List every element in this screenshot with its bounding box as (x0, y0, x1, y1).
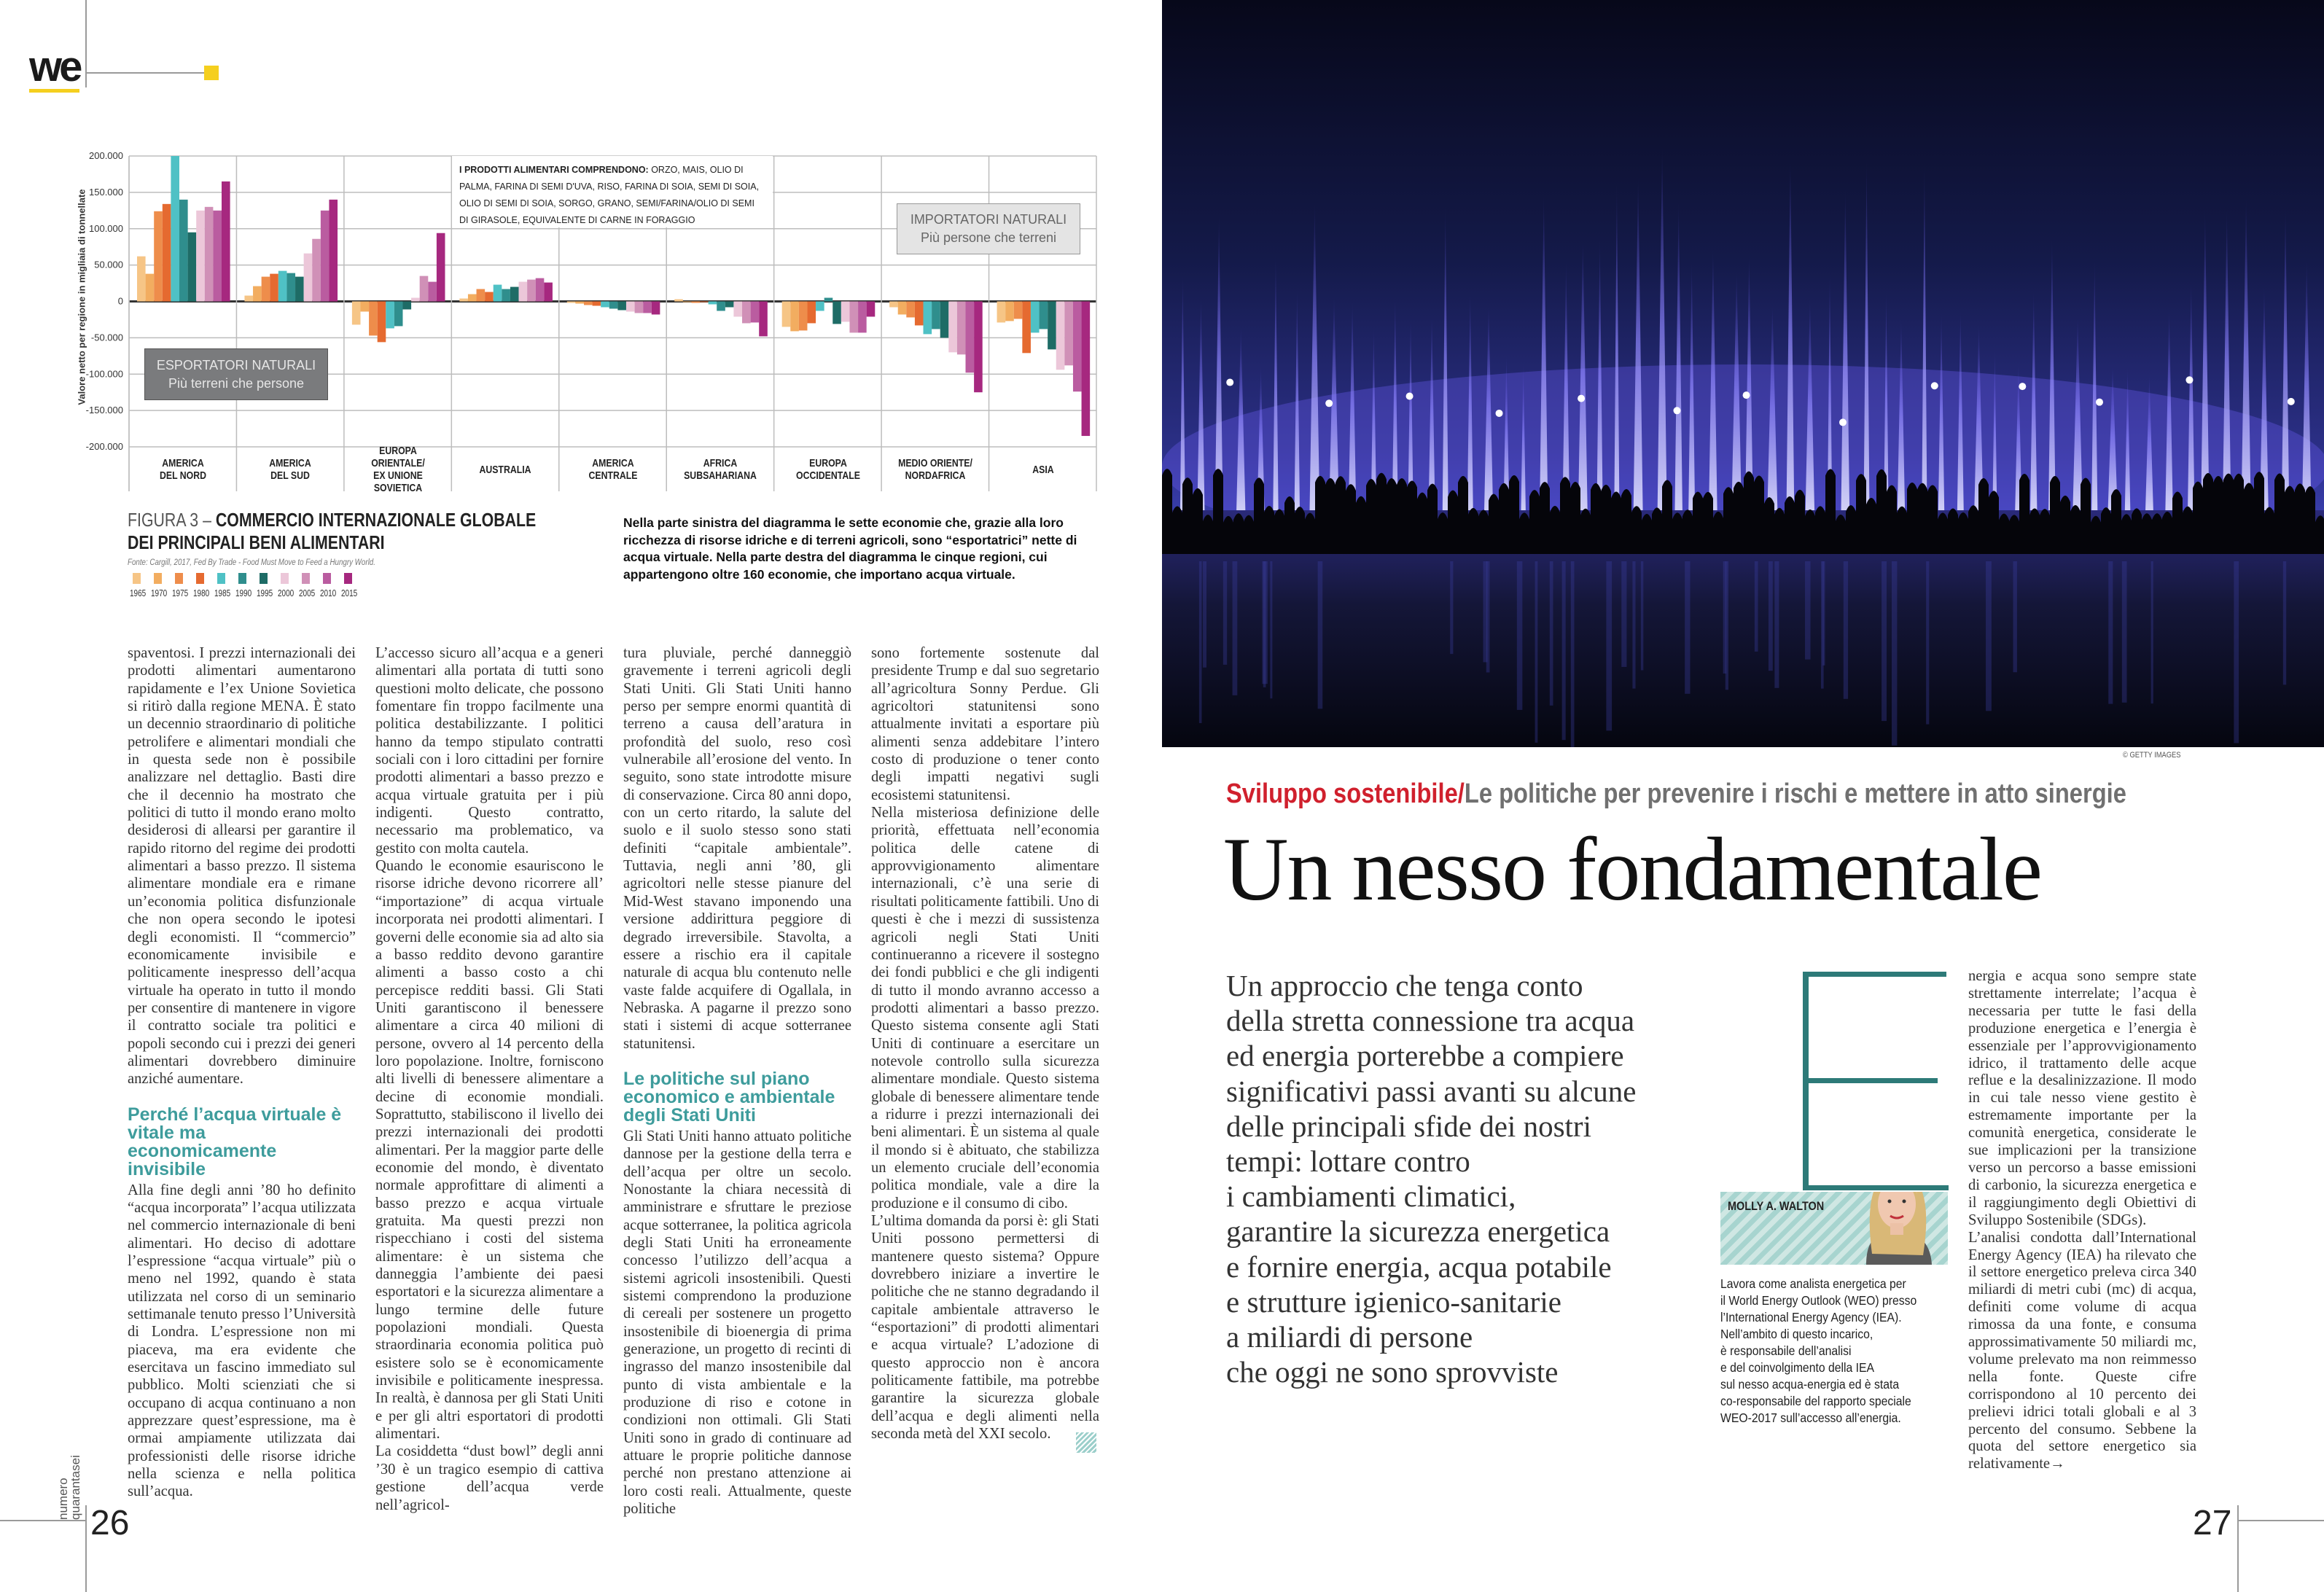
bar-2000 (519, 282, 528, 302)
bar-1990 (286, 273, 295, 302)
bar-2000 (948, 302, 957, 353)
bar-2000 (733, 302, 742, 317)
bar-1970 (790, 302, 799, 332)
body-paragraph: L’ultima domanda da porsi è: gli Stati Uniti possono permettersi di mantenere questo sistema? Oppure dovrebbero iniziare a invertire le politiche che ne stanno degradando il capitale ambientale attraverso le “esportazioni” di prodotti alimentari e acqua virtuale? L’adozione di questo approccio non è ancora politicamente fattibile, ma potrebbe garantire la sicurezza globale dell’acqua e degli alimenti nella seconda metà del XXI secolo. (871, 1213, 1099, 1443)
light-point (2019, 383, 2026, 390)
issue-label (57, 1447, 83, 1520)
body-paragraph: tura pluviale, perché danneggiò gravemente i terreni agricoli degli Stati Uniti. Gli Stati Uniti hanno perso per sempre enormi quantità di terreno a causa dell’aratura in profondità del suolo, reso così vulnerabile all’erosione del vento. In seguito, sono state introdotte misure di conservazione. Circa 80 anni dopo, con un certo ritardo, la salute del suolo e il suolo stesso sono stati definiti “capitale ambientale”. Tuttavia, negli anni ’80, gli agricoltori nelle stesse pianure del Mid-West stavano imponendo una versione addirittura peggiore di degrado irreversibile. Stavolta, a essere a rischio era il capitale naturale di acqua blu contenuto nelle vaste falde acquifere di Ogallala, in Nebraska. A pagarne il prezzo sono stati i sistemi di acque sotterranee statunitensi. (623, 645, 851, 1052)
kicker-section: Sviluppo sostenibile/ (1226, 779, 1465, 809)
reflection-streak (1517, 561, 1523, 710)
y-tick-label: -50.000 (90, 332, 123, 343)
fountain-photo (1162, 0, 2324, 747)
bar-2010 (428, 282, 437, 302)
reflection-streak (1774, 561, 1779, 688)
bar-1985 (386, 302, 394, 329)
reflection-streak (2234, 561, 2239, 743)
figure-caption-description: Nella parte sinistra del diagramma le sette economie che, grazie alla loro ricchezza di risorse idriche e di terreni agricoli, sono “esportatrici” nette di acqua virtuale. Nella parte destra del diagramma le cinque regioni, cui appartengono oltre 160 economie, che importano acqua virtuale. (623, 515, 1077, 582)
bar-2010 (1073, 302, 1082, 392)
bar-1970 (146, 274, 155, 302)
reflection-streak (1882, 561, 1887, 721)
bar-1965 (567, 302, 576, 303)
bar-2015 (759, 302, 768, 337)
bar-2005 (1064, 302, 1073, 366)
kicker-text: Le politiche per prevenire i rischi e mettere in atto sinergie (1464, 779, 2126, 809)
body-paragraph: spaventosi. I prezzi internazionali dei prodotti alimentari aumentarono rapidamente e l’ex Unione Sovietica si ritirò dalla regione MENA. È stato un decennio straordinario di politiche petrolifere e alimentari mondiali che in questa sede non è possibile analizzare nel dettaglio. Basti dire che il decennio ha mostrato che politici di tutto il mondo erano molto desiderosi di allearsi per garantire il rapido ritorno del regime dei prodotti alimentari a basso prezzo. Il sistema alimentare mondiale era e rimane un’economia politica disfunzionale che non opera secondo le ipotesi degli economisti. Il “commercio” economicamente invisibile e politicamente inespresso dell’acqua virtuale ha operato in tutto il mondo per consentire di mantenere in vigore il contratto sociale tra politici e popoli secondo cui i prezzi dei generi alimentari dovrebbero diminuire anziché aumentare. (128, 645, 356, 1088)
reflection-streak (1632, 561, 1635, 689)
figure-label: FIGURA 3 – (128, 509, 211, 531)
legend-item (172, 573, 193, 598)
bar-1995 (1048, 302, 1056, 350)
bar-2010 (751, 302, 760, 323)
reflection-streak (1233, 561, 1238, 695)
importers-title: IMPORTATORI NATURALI (910, 212, 1067, 227)
issue-label-line2: quarantasei (69, 1455, 82, 1520)
legend-label: 1970 (151, 588, 168, 598)
bar-1995 (725, 302, 734, 308)
end-of-article-mark (1076, 1432, 1096, 1453)
bar-1980 (807, 302, 816, 324)
bar-1990 (932, 302, 940, 329)
bar-2005 (527, 280, 536, 302)
y-tick-label: -200.000 (85, 441, 123, 452)
body-paragraph: sono fortemente sostenute dal presidente Trump e dal suo segretario all’agricoltura Sonny Perdue. Gli agricoltori statunitensi sono attualmente invitati a esportare più alimenti senza addebitare l’intero costo di produzione o tener conto degli impatti negativi sugli ecosistemi statunitensi. (871, 645, 1099, 803)
bar-2015 (1082, 302, 1091, 437)
bar-2005 (205, 207, 214, 302)
reflection-streak (2283, 561, 2286, 684)
bar-2015 (222, 182, 230, 302)
crop-line (0, 1520, 86, 1521)
category-label: AUSTRALIA (479, 463, 531, 476)
reflection-streak (1926, 561, 1929, 725)
magazine-logo: we (29, 45, 79, 93)
bar-1975 (584, 302, 593, 305)
bar-1985 (278, 271, 287, 302)
reflection-streak (1535, 561, 1538, 743)
exporters-box (144, 348, 328, 400)
figure-title-line1: COMMERCIO INTERNAZIONALE GLOBALE (215, 509, 537, 531)
reflection-streak (1483, 561, 1488, 662)
bar-1980 (163, 204, 171, 302)
reflection-streak (1821, 561, 1824, 689)
bar-2015 (544, 283, 553, 302)
figure-title-line2: DEI PRINCIPALI BENI ALIMENTARI (128, 531, 385, 553)
legend-label: 1985 (214, 588, 231, 598)
light-point (1325, 399, 1333, 407)
legend-label: 2015 (341, 588, 358, 598)
reflection-streak (1723, 561, 1727, 674)
category-label: ASIA (1032, 463, 1054, 476)
bar-2000 (411, 298, 420, 302)
legend-swatch (344, 573, 352, 584)
legend-swatch (260, 573, 268, 584)
reflection-streak (1685, 561, 1690, 694)
reflection-streak (1805, 561, 1811, 660)
category-label: MEDIO ORIENTE/ NORDAFRICA (898, 457, 973, 482)
bar-2015 (867, 302, 876, 317)
bar-1980 (378, 302, 386, 343)
author-bio: Lavora come analista energetica per il World Energy Outlook (WEO) presso l’International Energy Agency (IEA). Nell’ambito di questo incarico, è responsabile dell’analisi e del coinvolgimento della IEA sul nesso acqua-energia ed è stata co-responsabile del rapporto speciale WEO-2017 sull’accesso all’energia. (1720, 1276, 1917, 1425)
legend-swatch (302, 573, 310, 584)
author-box (1720, 1192, 1948, 1265)
y-tick-label: 50.000 (94, 259, 123, 270)
bar-1975 (906, 302, 915, 318)
bar-2000 (1056, 302, 1065, 370)
reflection-streak (1550, 561, 1553, 706)
author-photo (1844, 1192, 1948, 1265)
bar-1990 (1040, 302, 1048, 329)
reflection-streak (1203, 561, 1206, 668)
bar-1995 (832, 302, 841, 324)
photo-credit: © GETTY IMAGES (2123, 751, 2181, 760)
light-point (1496, 410, 1503, 417)
bar-1965 (137, 257, 146, 302)
bar-2005 (635, 302, 644, 313)
products-note-heading: I PRODOTTI ALIMENTARI COMPRENDONO: (459, 165, 649, 175)
reflection-streak (1986, 561, 1992, 711)
bar-1975 (799, 302, 808, 331)
light-point (2288, 398, 2295, 405)
bar-chart (0, 0, 1162, 510)
products-note-text: ORZO, MAIS, OLIO DI PALMA, FARINA DI SEMI D'UVA, RISO, FARINA DI SOIA, SEMI DI SOIA, OLIO DI SEMI DI SOIA, SORGO, GRANO, SEMI/FARINA/OLIO DI SEMI DI GIRASOLE, EQUIVALENTE DI CARNE IN FORAGGIO (459, 165, 760, 225)
bar-1965 (352, 302, 361, 325)
legend-item (278, 573, 299, 598)
reflection-streak (1621, 561, 1626, 667)
bar-2005 (849, 302, 858, 333)
exporters-subtitle: Più terreni che persone (168, 375, 305, 391)
reflection-streak (2151, 561, 2153, 703)
reflection-streak (1450, 561, 1453, 654)
bar-1965 (889, 302, 898, 308)
light-point (1406, 392, 1413, 399)
bar-1990 (824, 298, 833, 302)
bar-1995 (188, 233, 197, 302)
bar-2010 (966, 302, 975, 373)
reflection-streak (1755, 561, 1758, 652)
figure-caption-title (128, 509, 536, 554)
light-point (1743, 391, 1750, 399)
bar-1970 (468, 294, 477, 302)
reflection-streak (1769, 561, 1773, 671)
article-column (871, 644, 1099, 1443)
bar-1985 (924, 302, 932, 335)
reflection-streak (2013, 561, 2016, 672)
legend-swatch (133, 573, 141, 584)
light-point (1578, 395, 1585, 402)
y-tick-label: -100.000 (85, 368, 123, 380)
legend-label: 2005 (299, 588, 316, 598)
bar-1985 (494, 285, 502, 302)
body-paragraph: Quando le economie esauriscono le risorse idriche devono ricorrere all’ “importazione” di acqua virtuale incorporata nei prodotti alimentari. I governi delle economie sia ad alto sia a basso reddito devono garantire alimenti a basso costo a chi percepisce redditi bassi. Gli Stati Uniti garantiscono il benessere alimentare a circa 40 milioni di persone, ovvero al 14 percento della loro popolazione. Inoltre, forniscono alti livelli di benessere alimentare a decine di economie mondiali. Soprattutto, stabiliscono il livello dei prezzi internazionali dei prodotti alimentari. Per la maggior parte delle economie del mondo, è diventato normale approfittare di alimenti a basso prezzo e acqua virtuale gratuita. Ma questi prezzi non rispecchiano i costi del sistema alimentare: è un sistema che danneggia l’ambiente dei paesi esportatori e la sicurezza alimentare a lungo termine delle future popolazioni mondiali. Questa straordinaria economia politica può esistere solo se è economicamente invisibile e politicamente inespressa. In realtà, è dannosa per gli Stati Uniti e per gli altri esportatori di prodotti alimentari. (375, 858, 604, 1443)
bar-1980 (700, 302, 709, 303)
crop-line (2237, 1505, 2239, 1592)
bar-1995 (940, 302, 949, 338)
bar-1970 (360, 302, 369, 312)
legend-swatch (217, 573, 225, 584)
legend-swatch (154, 573, 162, 584)
bar-1975 (1014, 302, 1023, 319)
bar-1985 (171, 156, 179, 302)
legend-swatch (175, 573, 183, 584)
bar-2000 (841, 302, 850, 322)
page-number-right: 27 (2193, 1504, 2232, 1542)
section-heading: Le politiche sul piano economico e ambientale degli Stati Uniti (623, 1068, 835, 1125)
legend-label: 1980 (193, 588, 210, 598)
reflection-streak (1262, 561, 1267, 684)
light-point (1226, 379, 1233, 386)
bar-1975 (262, 277, 270, 302)
bar-1990 (179, 200, 188, 302)
legend-item (130, 573, 151, 598)
bar-2015 (329, 200, 338, 302)
reflection-streak (1606, 561, 1612, 730)
legend-item (320, 573, 341, 598)
legend-item (214, 573, 235, 598)
body-paragraph: L’accesso sicuro all’acqua e a generi alimentari alla portata di tutti sono questioni molto delicate, che possono fomentare fin troppo facilmente una politica destabilizzante. I politici hanno da tempo stipulato contratti sociali con i loro cittadini per fornire prodotti alimentari a basso prezzo e acqua virtuale gratuita per i più indigenti. Questo contratto, necessario ma problematico, va gestito con molta cautela. (375, 645, 604, 857)
legend-swatch (196, 573, 204, 584)
bar-2005 (312, 239, 321, 302)
bar-1995 (295, 277, 304, 302)
bar-2005 (742, 302, 751, 324)
bar-1985 (816, 302, 824, 311)
reflection-streak (1199, 561, 1202, 723)
body-paragraph: Nella misteriosa definizione delle priorità, effettuata nell’economia politica delle catene di approvvigionamento alimentare internazionali, c’è una serie di risultati politicamente fattibili. Uno di questi è che i mezzi di sussistenza agricoli negli Stati Uniti continueranno a ricevere il sostegno dei fondi pubblici e che gli indigenti di tutto il mondo avranno accesso a prodotti alimentari a basso prezzo. Questo sistema consente agli Stati Uniti di continuare a esercitare un notevole controllo sulla sicurezza alimentare mondiale. Questo sistema globale di benessere alimentare tende a ridurre i prezzi internazionali dei beni alimentari. È un sistema al quale il mondo si è abituato, che stabilizza un elemento cruciale dell’economia politica mondiale, vale a dire la produzione e il consumo di cibo. (871, 805, 1099, 1211)
bar-1975 (691, 302, 700, 303)
y-tick-label: 100.000 (89, 222, 123, 234)
bar-2010 (643, 302, 652, 313)
bar-1970 (898, 302, 907, 315)
bar-2000 (196, 211, 205, 302)
crop-line (85, 1505, 87, 1592)
bar-2010 (321, 211, 330, 302)
reflection-streak (2122, 561, 2127, 703)
y-tick-label: -150.000 (85, 405, 123, 416)
bar-1990 (609, 302, 618, 309)
legend-label: 1995 (257, 588, 273, 598)
legend-item (235, 573, 257, 598)
bar-1990 (717, 302, 725, 311)
chart-products-note (452, 156, 773, 227)
bar-1970 (1005, 302, 1014, 321)
category-label: EUROPA OCCIDENTALE (795, 457, 860, 482)
crop-line (2238, 1520, 2324, 1521)
article-title: Un nesso fondamentale (1223, 819, 2041, 919)
y-tick-label: 200.000 (89, 150, 123, 161)
category-label: AMERICA DEL NORD (159, 457, 207, 482)
category-label: EUROPA ORIENTALE/ EX UNIONE SOVIETICA (371, 445, 425, 494)
bar-1995 (510, 287, 519, 302)
legend-item (193, 573, 214, 598)
bar-2000 (626, 302, 635, 312)
bar-1970 (253, 286, 262, 302)
y-tick-label: 150.000 (89, 186, 123, 198)
article-column (375, 644, 604, 1514)
bar-1965 (459, 299, 468, 302)
exporters-title: ESPORTATORI NATURALI (156, 357, 316, 372)
legend-swatch (238, 573, 246, 584)
section-heading: Perché l’acqua virtuale è vitale ma economicamente invisibile (128, 1104, 342, 1179)
bar-1970 (683, 302, 692, 303)
bar-1995 (617, 302, 626, 311)
category-label: AMERICA CENTRALE (588, 457, 638, 482)
bar-2015 (974, 302, 983, 393)
bar-1980 (1022, 302, 1031, 354)
bar-1965 (782, 302, 791, 327)
legend-label: 1975 (172, 588, 189, 598)
bar-1995 (402, 302, 411, 310)
legend-item (299, 573, 320, 598)
article-lede: Un approccio che tenga conto della stretta connessione tra acqua ed energia porterebbe a compiere significativi passi avanti su alcune delle principali sfide dei nostri tempi: lottare contro i cambiamenti climatici, garantire la sicurezza energetica e fornire energia, acqua potabile e strutture igienico-sanitarie a miliardi di persone che oggi ne sono sprovviste (1226, 969, 1637, 1389)
bar-1975 (154, 211, 163, 302)
bar-2015 (437, 233, 445, 302)
light-point (1931, 382, 1938, 389)
bar-1980 (485, 292, 494, 302)
bar-1975 (369, 302, 378, 336)
article-body-right (1968, 968, 2196, 1473)
drop-cap-e (1803, 972, 1949, 1190)
legend-label: 2000 (278, 588, 295, 598)
bar-2010 (858, 302, 867, 333)
reflection-streak (1223, 561, 1227, 665)
legend-item (257, 573, 278, 598)
bar-2010 (536, 278, 545, 302)
reflection-streak (1844, 561, 1848, 699)
reflection-streak (1270, 561, 1272, 698)
bar-2010 (213, 211, 222, 302)
bar-1970 (575, 302, 584, 304)
bar-1990 (502, 289, 510, 302)
author-name: MOLLY A. WALTON (1728, 1199, 1825, 1213)
y-tick-label: 0 (117, 295, 123, 307)
legend-item (151, 573, 172, 598)
reflection-streak (1318, 561, 1323, 709)
body-paragraph: nergia e acqua sono sempre state strettamente interrelate; l’acqua è necessaria per tutte le fasi della produzione energetica e l’energia è essenziale per l’approvvigionamento idrico, il trattamento delle acque reflue e la desalinizzazione. Il modo in cui tale nesso viene gestito è estremamente importante per la comunità energetica, considerate le sue implicazioni per la transizione verso un percorso a basse emissioni di carbonio, la sicurezza energetica e il raggiungimento degli Obiettivi di Sviluppo Sostenibile (SDGs). (1968, 968, 2196, 1228)
legend-label: 2010 (320, 588, 337, 598)
bar-1965 (674, 300, 683, 302)
article-column (128, 644, 356, 1501)
light-point (2185, 376, 2193, 383)
bar-1980 (915, 302, 924, 326)
body-paragraph (1968, 1230, 2196, 1474)
legend-label: 1965 (130, 588, 147, 598)
bar-1975 (477, 289, 486, 302)
bar-2015 (652, 302, 660, 315)
continue-arrow-icon: → (2050, 1456, 2065, 1472)
category-label: AFRICA SUBSAHARIANA (684, 457, 757, 482)
article-column (623, 644, 851, 1518)
importers-box (897, 203, 1080, 254)
reflection-streak (1562, 561, 1566, 740)
reflection-streak (1892, 561, 1897, 746)
bar-1965 (244, 296, 253, 302)
reflection-streak (2108, 561, 2113, 704)
page-number-left: 26 (90, 1504, 130, 1542)
bar-1980 (270, 274, 278, 302)
legend-label: 1990 (235, 588, 252, 598)
legend-item (341, 573, 362, 598)
light-point (1839, 418, 1847, 426)
legend-swatch (323, 573, 331, 584)
bar-2000 (304, 254, 313, 302)
body-paragraph: Gli Stati Uniti hanno attuato politiche dannose per la gestione della terra e dell’acqua per oltre un secolo. Nonostante la chiara necessità di amministrare e sfruttare le preziose acque sotterranee, la politica agricola degli Stati Uniti ha erroneamente concesso l’utilizzo dell’acqua a sistemi agricoli insostenibili. Questi sistemi comprendono la produzione di cereali per sostenere un progetto insostenibile di bioenergia di prima generazione, un progetto di recinti di ingrasso del manzo insostenibile dal punto di vista ambientale e la produzione di riso e cotone in condizioni non ottimali. Gli Stati Uniti sono in grado di continuare ad attuare le proprie politiche dannose perché non prestano attenzione ai loro costi reali. Attualmente, queste politiche (623, 1128, 851, 1518)
body-paragraph-text: L’analisi condotta dall’International Energy Agency (IEA) ha rilevato che il settore energetico preleva circa 340 miliardi di metri cubi (mc) di acqua, definiti come volume di acqua rimossa da una fonte, e consuma approssimativamente 50 miliardi mc, volume prelevato ma non reimmesso nella fonte. Queste cifre corrispondono al 10 percento dei prelievi idrici totali globali e al 3 percento del consumo. Sebbene la quota del settore energetico sia relativamente (1968, 1229, 2196, 1472)
body-paragraph: La cosiddetta “dust bowl” degli anni ’30 è un tragico esempio di cattiva gestione dell’acqua verde nell’agricol- (375, 1443, 604, 1513)
bar-1985 (709, 302, 717, 305)
category-label: AMERICA DEL SUD (269, 457, 312, 482)
bar-1990 (394, 302, 403, 327)
bar-1980 (593, 302, 601, 306)
bar-1985 (1031, 302, 1040, 333)
figure-source: Fonte: Cargill, 2017, Fed By Trade - Food Must Move to Feed a Hungry World. (128, 558, 375, 567)
importers-subtitle: Più persone che terreni (920, 230, 1057, 245)
bar-1985 (601, 302, 609, 308)
article-kicker (1226, 779, 2126, 810)
issue-label-line1: numero (56, 1478, 70, 1520)
chart-legend (130, 573, 362, 598)
bar-1965 (997, 302, 1006, 323)
reflection-streak (1641, 561, 1643, 670)
light-point (1673, 407, 1680, 414)
body-paragraph: Alla fine degli anni ’80 ho definito “acqua incorporata” l’acqua utilizzata nel commercio internazionale di beni alimentari. Ho deciso di adottare l’espressione “acqua virtuale” più o meno nel 1992, quando è stata utilizzata nel corso di un seminario settimanale tenuto presso l’Università di Londra. L’espressione non mi piaceva, ma era evidente che esercitava un fascino immediato sul pubblico. Molti scienziati che si occupano di acqua continuano a non apprezzare quest’espressione, ma è ormai ampiamente utilizzata dai professionisti delle risorse idriche nella scienza e nella politica sull’acqua. (128, 1182, 356, 1500)
legend-swatch (281, 573, 289, 584)
reflection-streak (1571, 561, 1575, 747)
bar-2005 (957, 302, 966, 355)
bar-2005 (420, 276, 429, 302)
chart-y-axis-title: Valore netto per regione in migliaia di tonnellate (76, 189, 87, 405)
light-point (2096, 399, 2103, 406)
